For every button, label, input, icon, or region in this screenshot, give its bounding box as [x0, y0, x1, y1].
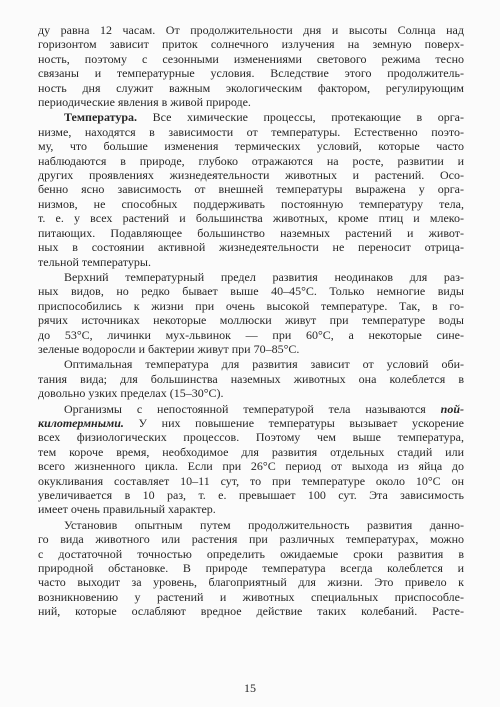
text-span: У них повышение температуры вызывает ускорение — [123, 415, 464, 430]
term-emphasis: килотермными. — [38, 415, 124, 430]
term-emphasis: пой- — [440, 401, 464, 416]
text-line: довольно узких пределах (15–30°С). — [38, 386, 224, 401]
text-line: ний, которые ослабляют вредное действие таких колебаний. Расте- — [38, 604, 464, 619]
text-line: природной обстановке. В природе температура всегда колеблется и — [38, 561, 464, 576]
text-line: ных в состоянии активной жизнедеятельности не переносит отрица- — [38, 240, 464, 255]
text-line: до 53°С, личинки мух-львинок — при 60°С, а некоторые сине- — [38, 327, 464, 342]
text-line: тельной температуры. — [38, 254, 151, 269]
text-line: му, что большие изменения термических условий, которые часто — [38, 139, 464, 154]
text-line: других проявлениях жизнедеятельности животных и растений. Осо- — [38, 168, 464, 183]
text-line: увеличивается в 10 раз, т. е. превышает 100 сут. Эта зависимость — [38, 488, 464, 502]
text-line: тем короче время, необходимое для развития отдельных стадий или — [38, 444, 464, 459]
text-line: связаны и температурные условия. Вследствие этого продолжитель- — [38, 66, 464, 81]
text-line: рячих источниках некоторые моллюски живут при температуре воды — [38, 313, 464, 328]
paragraph-upper-limit — [38, 270, 464, 356]
text-line: всего жизненного цикла. Если при 26°С период от выхода из яйца до — [38, 459, 464, 474]
text-line: бенно ясно зависимость от внешней температуры выражена у орга- — [38, 182, 464, 197]
paragraph-optimal — [38, 357, 464, 400]
text-line: с достаточной точностью определить ожидаемые сроки развития в — [38, 546, 464, 561]
text-line: ных видов, но редко бывает выше 40–45°С. Только немногие виды — [38, 284, 464, 299]
text-line: питающих. Подавляющее большинство наземных растений и живот- — [38, 225, 464, 240]
text-line: Установив опытным путем продолжительность развития данно- — [64, 517, 464, 532]
text-line: т. е. у всех растений и большинства животных, кроме птиц и млеко- — [38, 211, 464, 226]
section-heading: Температура. — [64, 110, 138, 125]
text-line: приспособились к жизни при очень высокой температуре. Так, в го- — [38, 298, 464, 313]
text-line: окукливания составляет 10–11 сут, то при температуре около 10°С он — [38, 473, 464, 488]
text-line: низмов, не способных поддерживать постоянную температуру тела, — [38, 196, 464, 211]
paragraph-development — [38, 518, 464, 619]
text-line: ность, поэтому с сезонными изменениями светового режима тесно — [38, 51, 464, 66]
text-span: Все химические процессы, протекающие в орга- — [137, 110, 464, 125]
text-line: горизонтом зависит приток солнечного излучения на земную поверх- — [38, 37, 464, 52]
text-line: возникновению у растений и животных специальных приспособле- — [38, 589, 464, 604]
page-number: 15 — [244, 681, 256, 695]
text-line — [38, 402, 464, 416]
text-line: ду равна 12 часам. От продолжительности дня и высоты Солнца над — [38, 23, 464, 37]
text-line: периодические явления в живой природе. — [38, 95, 251, 110]
paragraph-temperature — [38, 110, 464, 268]
text-line: часто выходит за уровень, благоприятный для жизни. Это привело к — [38, 575, 464, 590]
text-line: наблюдаются в природе, глубоко отражаются на росте, развитии и — [38, 153, 464, 168]
text-line: Оптимальная температура для развития зависит от условий оби- — [64, 357, 464, 372]
text-line — [38, 416, 464, 430]
text-line: Верхний температурный предел развития неодинаков для раз- — [64, 269, 464, 284]
text-line: всех физиологических процессов. Поэтому чем выше температура, — [38, 430, 464, 445]
text-line: ность дня служит важным экологическим фактором, регулирующим — [38, 80, 464, 95]
text-line — [38, 110, 464, 124]
text-line: го вида животного или растения при различных температурах, можно — [38, 532, 464, 547]
paragraph-daylength — [38, 23, 464, 109]
paragraph-poikilotherms — [38, 402, 464, 517]
text-line: тания вида; для большинства наземных животных она колеблется в — [38, 371, 464, 386]
text-line: имеет очень правильный характер. — [38, 502, 216, 517]
text-line: зеленые водоросли и бактерии живут при 70–85°С. — [38, 341, 300, 356]
text-line: низме, находятся в зависимости от температуры. Естественно поэто- — [38, 124, 464, 139]
text-span: Организмы с непостоянной температурой тела называются — [64, 401, 441, 416]
